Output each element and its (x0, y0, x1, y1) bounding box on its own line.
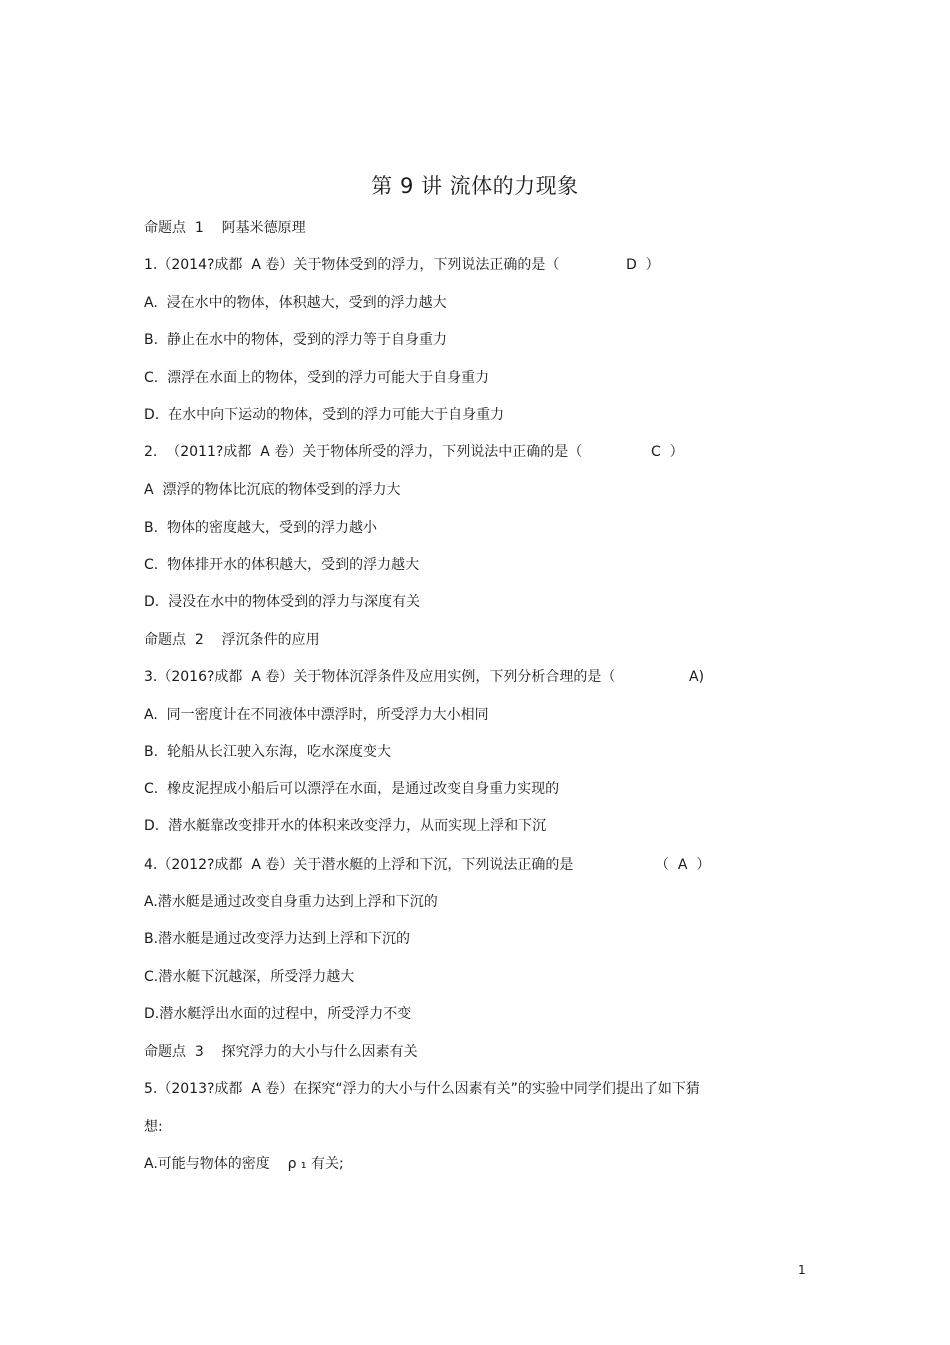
question-answer: C ） (651, 444, 684, 460)
question-stem: 4.（2012?成都 A 卷）关于潜水艇的上浮和下沉，下列说法正确的是 (144, 857, 574, 873)
answer-option: A.潜水艇是通过改变自身重力达到上浮和下沉的 (144, 894, 438, 910)
question-answer: D ） (626, 257, 660, 273)
section-heading: 命题点 3 探究浮力的大小与什么因素有关 (144, 1044, 418, 1060)
answer-option: C. 橡皮泥捏成小船后可以漂浮在水面，是通过改变自身重力实现的 (144, 781, 560, 797)
page-title: 第 9 讲 流体的力现象 (371, 174, 579, 198)
answer-option: D. 潜水艇靠改变排开水的体积来改变浮力，从而实现上浮和下沉 (144, 818, 547, 834)
answer-option: B.潜水艇是通过改变浮力达到上浮和下沉的 (144, 931, 411, 947)
question-stem: 2. （2011?成都 A 卷）关于物体所受的浮力，下列说法中正确的是（ (144, 444, 583, 460)
question-answer: A) (689, 669, 705, 685)
section-heading: 命题点 2 浮沉条件的应用 (144, 632, 320, 648)
answer-option: C. 漂浮在水面上的物体，受到的浮力可能大于自身重力 (144, 370, 490, 386)
question-stem-continued: 想: (144, 1119, 163, 1135)
answer-option: D. 浸没在水中的物体受到的浮力与深度有关 (144, 594, 421, 610)
answer-option: B. 静止在水中的物体，受到的浮力等于自身重力 (144, 332, 447, 348)
question-stem: 5.（2013?成都 A 卷）在探究“浮力的大小与什么因素有关”的实验中同学们提出了如下猜 (144, 1081, 700, 1097)
page-number: 1 (798, 1263, 806, 1277)
section-heading: 命题点 1 阿基米德原理 (144, 220, 306, 236)
answer-option: A. 同一密度计在不同液体中漂浮时，所受浮力大小相同 (144, 707, 489, 723)
hypothesis-option: A.可能与物体的密度 ρ ₁ 有关; (144, 1156, 344, 1172)
answer-option: A. 浸在水中的物体，体积越大，受到的浮力越大 (144, 295, 447, 311)
question-stem: 1.（2014?成都 A 卷）关于物体受到的浮力，下列说法正确的是（ (144, 257, 560, 273)
question-answer: （ A ） (655, 857, 711, 873)
answer-option: D. 在水中向下运动的物体，受到的浮力可能大于自身重力 (144, 407, 505, 423)
answer-option: C. 物体排开水的体积越大，受到的浮力越大 (144, 557, 420, 573)
answer-option: C.潜水艇下沉越深，所受浮力越大 (144, 969, 355, 985)
answer-option: B. 物体的密度越大，受到的浮力越小 (144, 520, 377, 536)
answer-option: D.潜水艇浮出水面的过程中，所受浮力不变 (144, 1006, 412, 1022)
question-stem: 3.（2016?成都 A 卷）关于物体沉浮条件及应用实例，下列分析合理的是（ (144, 669, 616, 685)
answer-option: A 漂浮的物体比沉底的物体受到的浮力大 (144, 482, 401, 498)
answer-option: B. 轮船从长江驶入东海，吃水深度变大 (144, 744, 391, 760)
